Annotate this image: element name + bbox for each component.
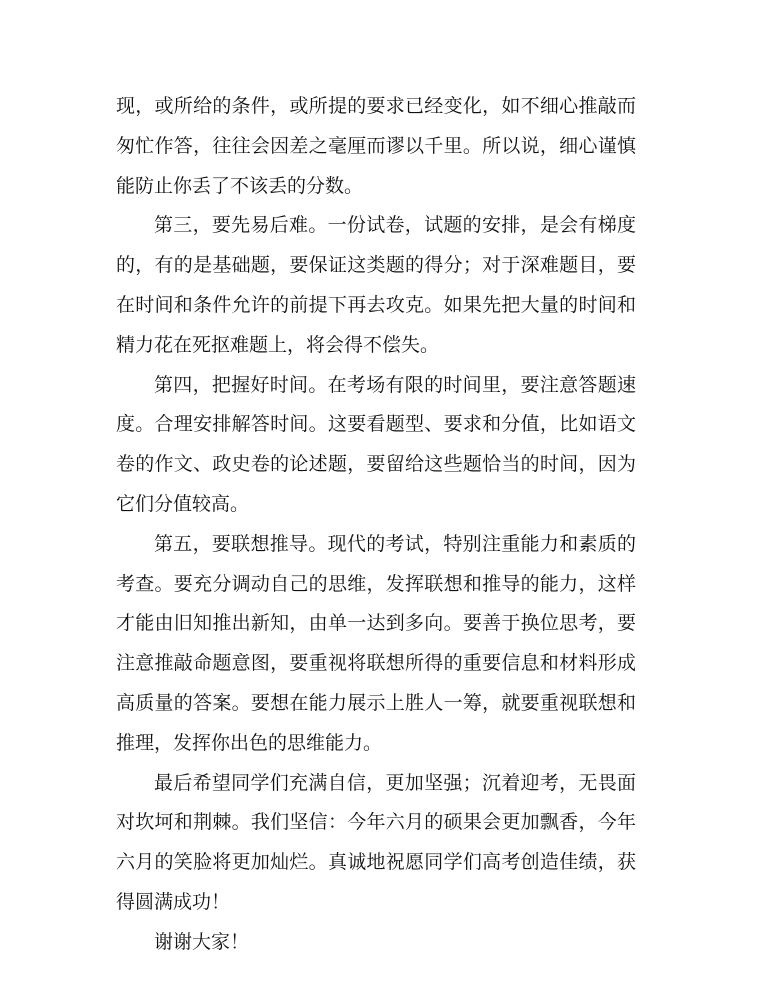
paragraph-fourth-point: 第四，把握好时间。在考场有限的时间里，要注意答题速度。合理安排解答时间。这要看题型、要求和分值，比如语文卷的作文、政史卷的论述题，要留给这些题恰当的时间，因为它们分值较高。: [116, 373, 636, 515]
paragraph-third-point: 第三，要先易后难。一份试卷，试题的安排，是会有梯度的，有的是基础题，要保证这类题的得分；对于深难题目，要在时间和条件允许的前提下再去攻克。如果先把大量的时间和精力花在死抠难题上，将会得不偿失。: [116, 214, 636, 356]
paragraph-closing-wishes: 最后希望同学们充满自信，更加坚强；沉着迎考，无畏面对坎坷和荆棘。我们坚信：今年六月的硕果会更加飘香，今年六月的笑脸将更加灿烂。真诚地祝愿同学们高考创造佳绩，获得圆满成功！: [116, 771, 636, 913]
paragraph-fifth-point: 第五，要联想推导。现代的考试，特别注重能力和素质的考查。要充分调动自己的思维，发挥联想和推导的能力，这样才能由旧知推出新知，由单一达到多向。要善于换位思考，要注意推敲命题意图，要重视将联想所得的重要信息和材料形成高质量的答案。要想在能力展示上胜人一筹，就要重视联想和推理，发挥你出色的思维能力。: [116, 532, 636, 754]
paragraph-thanks: 谢谢大家！: [154, 930, 250, 953]
document-page: [116, 87, 636, 963]
paragraph-continuation: 现，或所给的条件，或所提的要求已经变化，如不细心推敲而匆忙作答，往往会因差之毫厘而谬以千里。所以说，细心谨慎能防止你丢了不该丢的分数。: [116, 95, 636, 197]
